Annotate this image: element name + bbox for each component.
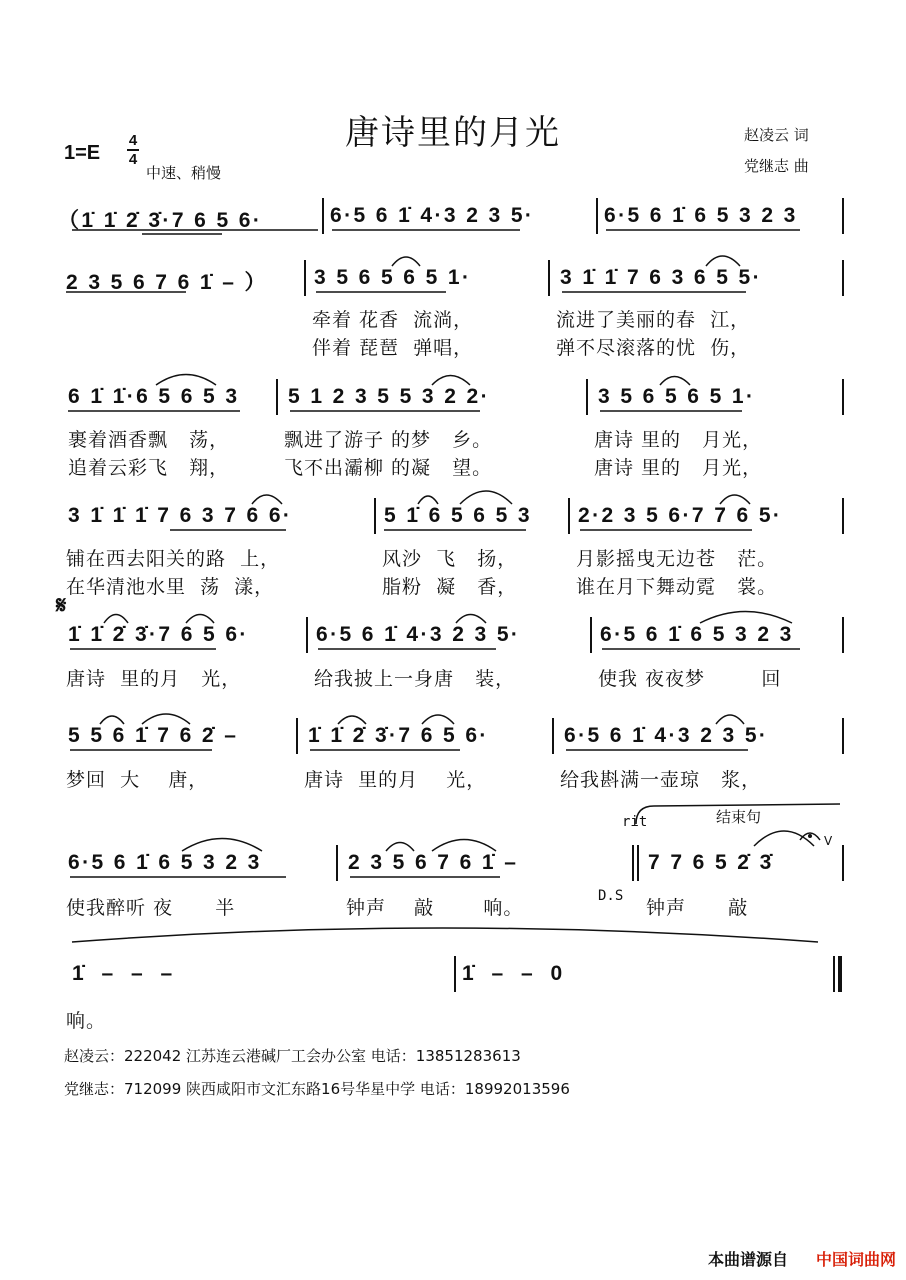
lyric-phrase: 月影摇曳无边苍 茫。 bbox=[576, 548, 778, 570]
lyric-phrase: 飞不出灞柳 的凝 望。 bbox=[284, 457, 493, 479]
slur bbox=[104, 615, 128, 624]
measure-group: 6·5 6 1̇ 6 5 3 2 3 bbox=[600, 623, 794, 646]
measure-group: 5 1̇ 6 5 6 5 3 bbox=[384, 504, 532, 527]
slur bbox=[456, 615, 486, 624]
measure-group: 7 7 6 5 2̇ 3̇ bbox=[648, 851, 774, 874]
slur bbox=[660, 377, 690, 386]
lyricist-credit: 赵凌云 词 bbox=[744, 126, 809, 144]
slur bbox=[252, 495, 282, 504]
slur bbox=[418, 496, 438, 504]
measure-group: 1̇ – – – bbox=[72, 962, 179, 985]
tie bbox=[72, 928, 818, 942]
slur bbox=[432, 840, 496, 852]
lyric-phrase: 给我斟满一壶琼 浆， bbox=[560, 769, 762, 791]
measure-group: 6·5 6 1̇ 6 5 3 2 3 bbox=[68, 851, 262, 874]
slur bbox=[386, 843, 414, 852]
lyric-phrase: 唐诗 里的月 光， bbox=[304, 769, 487, 791]
slur bbox=[142, 714, 190, 724]
measure-group: 1̇ – – 0 bbox=[462, 962, 569, 985]
song-title: 唐诗里的月光 bbox=[345, 113, 561, 153]
measure-group: 3 5 6 5 6 5 1· bbox=[598, 385, 756, 408]
lyric-phrase: 梦回 大 唐， bbox=[66, 769, 209, 791]
measure-group: （1̇ 1̇ 2̇ 3̇·7 6 5 6· bbox=[58, 209, 263, 232]
slur bbox=[100, 716, 124, 724]
ending-label: 结束句 bbox=[716, 808, 762, 826]
slur bbox=[706, 256, 740, 266]
lyric-phrase: 唐诗 里的 月光， bbox=[594, 429, 763, 451]
lyric-phrase: 裹着酒香飘 荡， bbox=[68, 429, 230, 451]
fermata-dot bbox=[808, 834, 812, 838]
measure-group: 5 5 6 1̇ 7 6 2̇ – bbox=[68, 724, 239, 747]
measure-group: 2·2 3 5 6·7 7 6 5· bbox=[578, 504, 783, 527]
time-signature-top: 4 bbox=[128, 132, 138, 149]
lyric-phrase: 飘进了游子 的梦 乡。 bbox=[284, 429, 493, 451]
tempo-marking: 中速、稍慢 bbox=[146, 164, 222, 182]
lyric-phrase: 铺在西去阳关的路 上， bbox=[66, 548, 281, 570]
breath-mark: V bbox=[824, 834, 833, 848]
slur bbox=[460, 491, 512, 504]
lyric-phrase: 流进了美丽的春 江， bbox=[556, 309, 751, 331]
composer-credit: 党继志 曲 bbox=[744, 157, 809, 175]
footer-source-label: 本曲谱源自 bbox=[707, 1250, 788, 1269]
measure-group: 1̇ 1̇ 2̇ 3̇·7 6 5 6· bbox=[68, 623, 249, 646]
lyric-phrase: 响。 bbox=[66, 1010, 107, 1032]
slur bbox=[392, 257, 420, 266]
slur bbox=[754, 831, 814, 846]
ds-marking: D.S bbox=[598, 888, 624, 904]
slur bbox=[338, 716, 366, 724]
measure-group: 6 1̇ 1̇·6 5 6 5 3 bbox=[68, 385, 240, 408]
slur bbox=[720, 495, 750, 504]
contact-composer: 党继志：712099 陕西咸阳市文汇东路16号华星中学 电话：18992013596 bbox=[64, 1080, 570, 1098]
key-signature: 1=E bbox=[64, 142, 101, 164]
lyric-phrase: 使我醉听 夜 半 bbox=[66, 897, 236, 919]
slur bbox=[716, 715, 744, 724]
rit-marking: rit bbox=[622, 814, 648, 830]
measure-group: 3 5 6 5 6 5 1· bbox=[314, 266, 472, 289]
slur bbox=[186, 615, 214, 624]
measure-group: 6·5 6 1̇ 4·3 2 3 5· bbox=[330, 204, 535, 227]
lyric-phrase: 风沙 飞 扬， bbox=[382, 548, 518, 570]
lyric-phrase: 在华清池水里 荡 漾， bbox=[66, 576, 275, 598]
segno-sign: 𝄋 bbox=[56, 590, 67, 619]
lyric-phrase: 钟声 敲 bbox=[646, 897, 749, 919]
rit-bracket bbox=[636, 804, 840, 824]
measure-group: 5 1 2 3 5 5 3 2 2· bbox=[288, 385, 490, 408]
lyric-phrase: 追着云彩飞 翔， bbox=[68, 457, 230, 479]
time-signature-bottom: 4 bbox=[128, 151, 138, 168]
lyric-phrase: 弹不尽滚落的忧 伤， bbox=[556, 337, 751, 359]
measure-group: 3 1̇ 1̇ 7 6 3 6 5 5· bbox=[560, 266, 762, 289]
lyric-phrase: 牵着 花香 流淌， bbox=[312, 309, 474, 331]
slur bbox=[182, 839, 262, 852]
slur bbox=[422, 715, 454, 724]
measure-group: 6·5 6 1̇ 4·3 2 3 5· bbox=[564, 724, 769, 747]
contact-lyricist: 赵凌云：222042 江苏连云港碱厂工会办公室 电话：13851283613 bbox=[64, 1047, 521, 1065]
lyric-phrase: 给我披上一身唐 装， bbox=[314, 668, 516, 690]
lyric-phrase: 伴着 琵琶 弹唱， bbox=[312, 337, 474, 359]
slur bbox=[156, 375, 216, 386]
measure-group: 2 3 5 6 7 6 1̇ – ） bbox=[66, 271, 268, 294]
measure-group: 6·5 6 1̇ 6 5 3 2 3 bbox=[604, 204, 798, 227]
measure-group: 2 3 5 6 7 6 1̇ – bbox=[348, 851, 519, 874]
slur bbox=[700, 612, 792, 624]
lyric-phrase: 谁在月下舞动霓 裳。 bbox=[576, 576, 778, 598]
lyric-phrase: 脂粉 凝 香， bbox=[382, 576, 518, 598]
lyric-phrase: 唐诗 里的 月光， bbox=[594, 457, 763, 479]
measure-group: 6·5 6 1̇ 4·3 2 3 5· bbox=[316, 623, 521, 646]
lyric-phrase: 钟声 敲 响。 bbox=[346, 897, 524, 919]
measure-group: 1̇ 1̇ 2̇ 3̇·7 6 5 6· bbox=[308, 724, 489, 747]
lyric-phrase: 唐诗 里的月 光， bbox=[66, 668, 242, 690]
footer-site-link[interactable]: 中国词曲网 bbox=[815, 1250, 896, 1269]
lyric-phrase: 使我 夜夜梦 回 bbox=[598, 668, 782, 690]
slur bbox=[432, 376, 470, 386]
measure-group: 3 1̇ 1̇ 1̇ 7 6 3 7 6 6· bbox=[68, 504, 293, 527]
